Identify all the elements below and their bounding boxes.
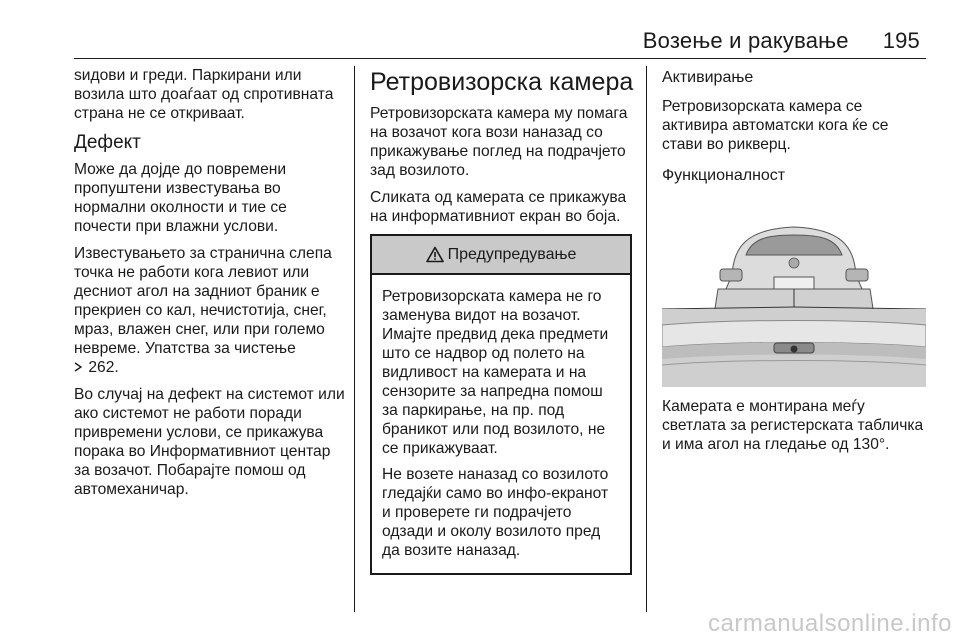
column-middle [370,66,634,575]
column-right [662,66,928,462]
warning-box [370,234,632,575]
paragraph-defect-blocked-text: Известувањето за странична слепа точка не работи кога левиот или десниот агол на задниот браник е прекриен со кал, нечистотија, снег, мраз, влажен снег, или при големо невреме. Упатства за чистење [74,245,332,357]
paragraph-camera-display: Сликата од камерата се прикажува на информативниот екран во боја. [370,189,627,225]
paragraph-defect-intermittent: Може да дојде до повремени пропуштени известувања во нормални околности и тие се почести при влажни услови. [74,161,287,235]
section-title-rear-camera: Ретровизорска камера [370,68,634,96]
column-left [74,66,346,507]
warning-paragraph-2: Не возете наназад со возилото гледајќи само во инфо-екранот и проверете ги подрачјето одзади и околу возилото пред да возите наназад. [382,466,609,559]
column-divider-left [354,66,355,612]
warning-triangle-icon [426,246,444,263]
page-reference-link[interactable]: 262. [88,359,119,376]
heading-functionality: Функционалност [662,167,786,184]
page-number: 195 [882,28,920,53]
reference-arrow-icon [74,358,84,377]
heading-activation: Активирање [662,69,754,86]
camera-location-illustration [662,197,926,387]
footer-watermark: carmanualsonline.info [708,610,952,637]
warning-title: Предупредување [447,246,577,263]
paragraph-defect-blocked [74,244,346,377]
warning-body [372,275,630,573]
heading-defect: Дефект [74,132,141,153]
paragraph-activation: Ретровизорската камера се активира автоматски кога ќе се стави во рикверц. [662,98,889,153]
paragraph-defect-message: Во случај на дефект на системот или ако системот не работи поради привремени услови, се прикажува порака во Информативниот центар за возачот. Побарајте помош од автомеханичар. [74,386,345,498]
column-divider-right [646,66,647,612]
paragraph-continued: ѕидови и греди. Паркирани или возила што доаѓаат од спротивната страна не се откриваат. [74,67,334,122]
paragraph-camera-purpose: Ретровизорската камера му помага на возачот кога вози наназад со прикажување поглед на подрачјето зад возилото. [370,105,628,179]
header-title: Возење и ракување [642,28,849,53]
figure-caption: Камерата е монтирана меѓу светлата за регистерската табличка и има агол на гледање од 130°. [662,398,924,453]
warning-header [372,236,630,275]
header-rule [74,58,926,59]
warning-paragraph-1: Ретровизорската камера не го заменува видот на возачот. Имајте предвид дека предмети што се надвор од полето на видливост на камерата и на сензорите за напредна помош за паркирање, на пр. под браникот или под возилото, не се прикажуваат. [382,288,609,457]
page-header [0,28,920,54]
